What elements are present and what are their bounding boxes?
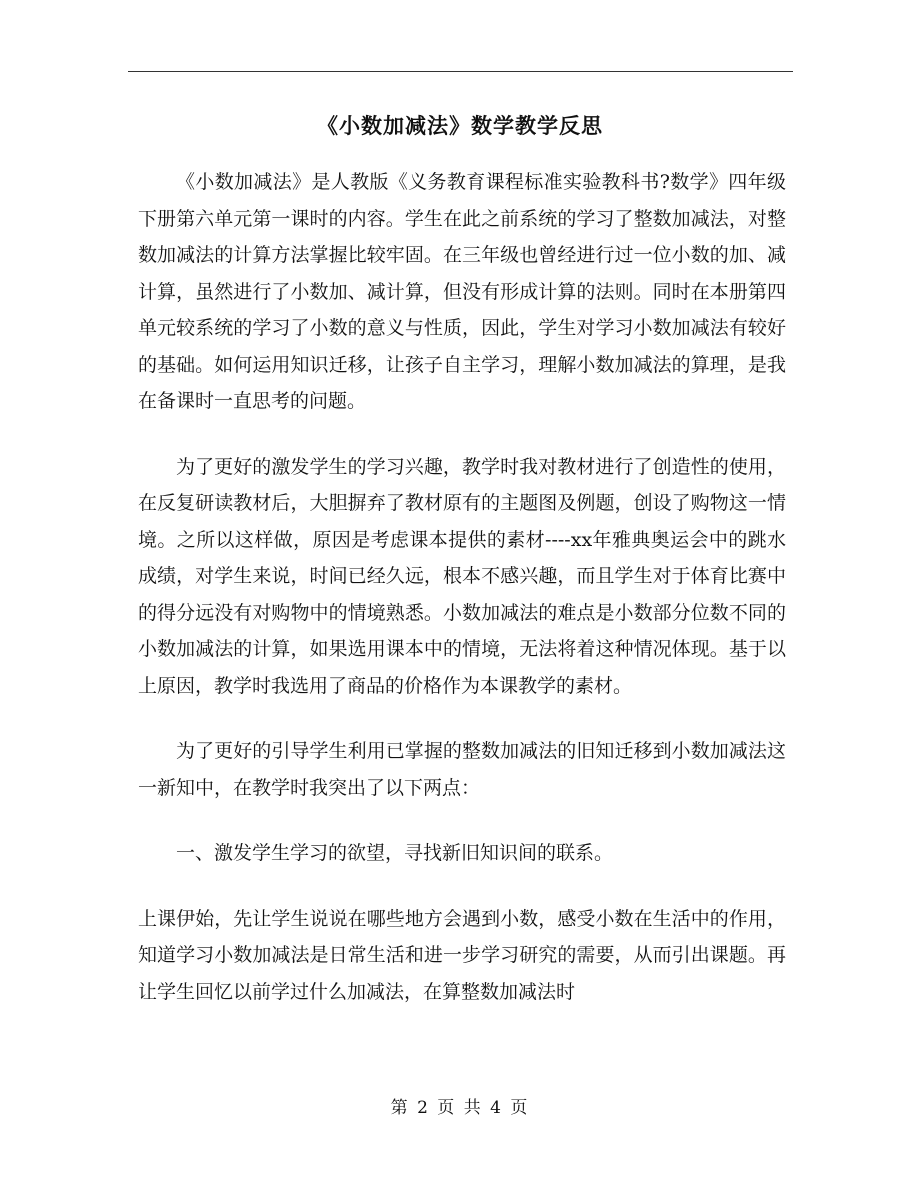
paragraph-intro: 《小数加减法》是人教版《义务教育课程标准实验教科书?数学》四年级下册第六单元第一课时的内容。学生在此之前系统的学习了整数加减法，对整数加减法的计算方法掌握比较牢固。在三年级也曾经进行过一位小数的加、减计算，虽然进行了小数加、减计算，但没有形成计算的法则。同时在本册第四单元较系统的学习了小数的意义与性质，因此，学生对学习小数加减法有较好的基础。如何运用知识迁移，让孩子自主学习，理解小数加减法的算理，是我在备课时一直思考的问题。 bbox=[138, 171, 786, 412]
paragraph-context: 为了更好的激发学生的学习兴趣，教学时我对教材进行了创造性的使用，在反复研读教材后，大胆摒弃了教材原有的主题图及例题，创设了购物这一情境。之所以这样做，原因是考虑课本提供的素材----xx年雅典奥运会中的跳水成绩，对学生来说，时间已经久远，根本不感兴趣，而且学生对于体育比赛中的得分远没有对购物中的情境熟悉。小数加减法的难点是小数部分位数不同的小数加减法的计算，如果选用课本中的情境，无法将着这种情况体现。基于以上原因，教学时我选用了商品的价格作为本课教学的素材。 bbox=[138, 455, 786, 697]
document-body bbox=[138, 164, 786, 1010]
page-number: 第 2 页 共 4 页 bbox=[390, 1098, 530, 1118]
header-rule bbox=[128, 71, 793, 72]
paragraph-focus: 为了更好的引导学生利用已掌握的整数加减法的旧知迁移到小数加减法这一新知中，在教学时我突出了以下两点： bbox=[138, 740, 786, 799]
document-title: 《小数加减法》数学教学反思 bbox=[317, 114, 603, 138]
paragraph-point-one: 一、激发学生学习的欲望，寻找新旧知识间的联系。 bbox=[176, 842, 614, 864]
paragraph-lesson-start: 上课伊始，先让学生说说在哪些地方会遇到小数，感受小数在生活中的作用，知道学习小数加减法是日常生活和进一步学习研究的需要，从而引出课题。再让学生回忆以前学过什么加减法，在算整数加减法时 bbox=[138, 907, 786, 1003]
